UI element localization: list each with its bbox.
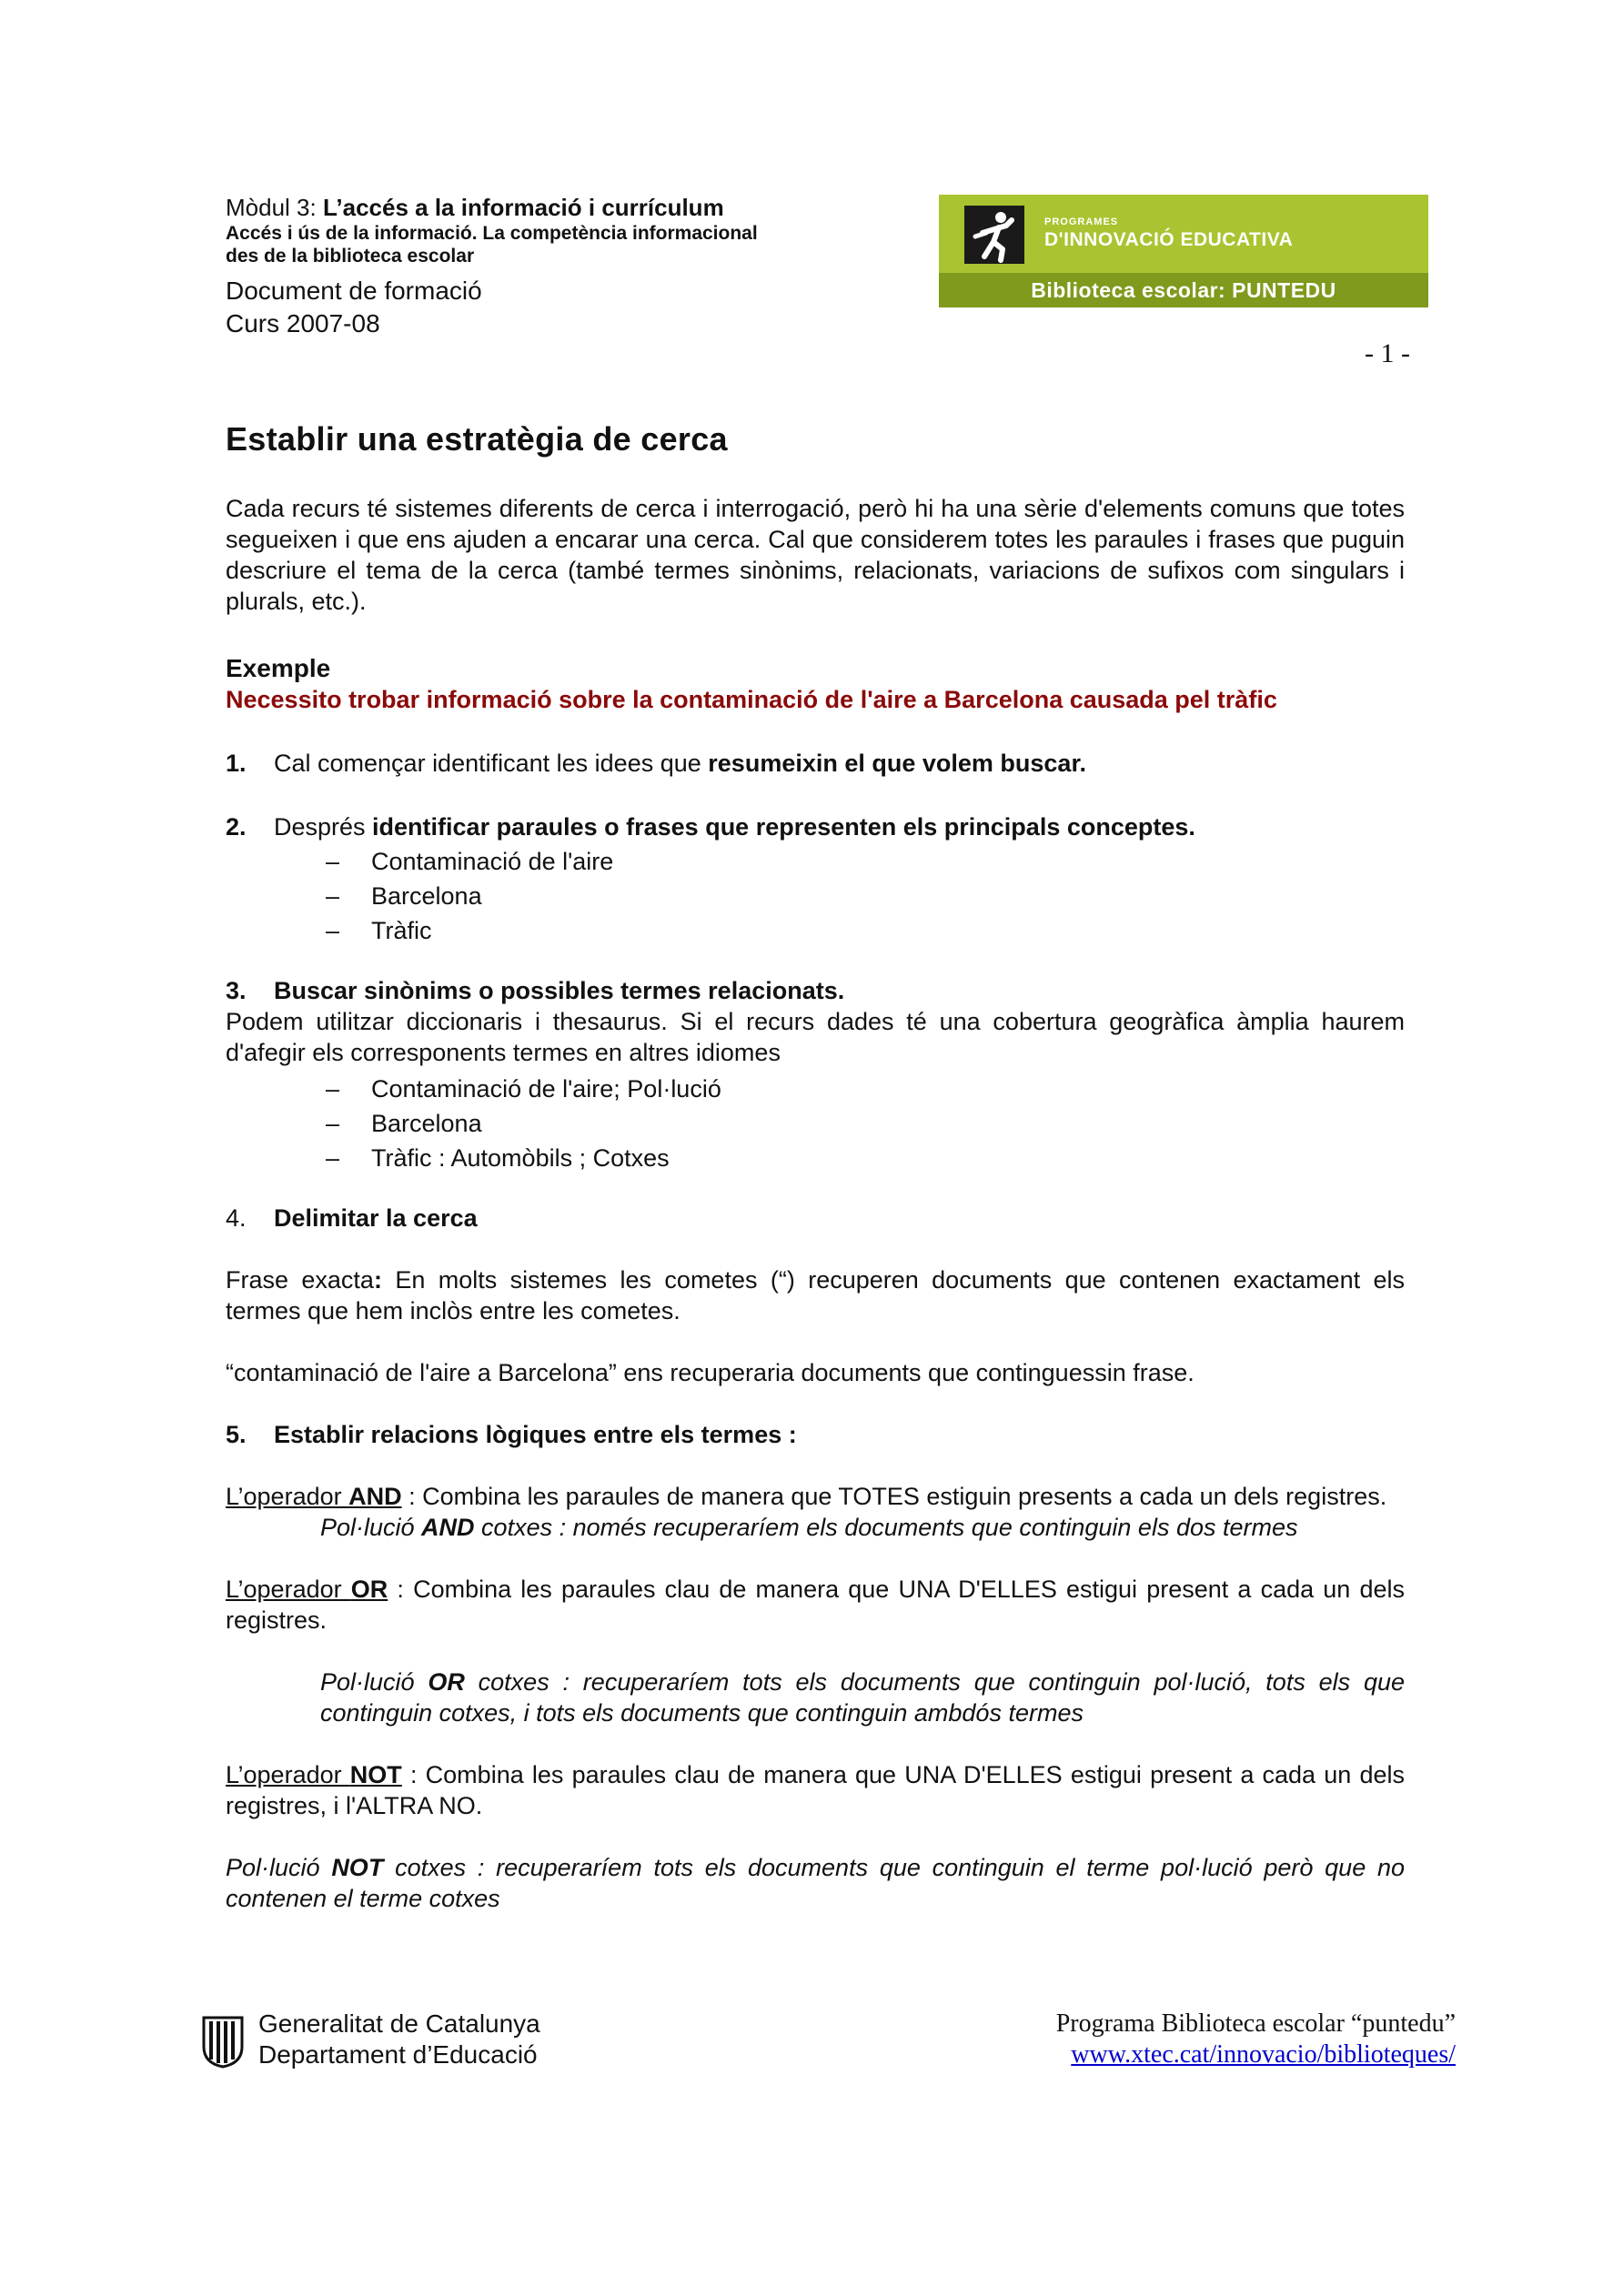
example-text: Necessito trobar informació sobre la contaminació de l'aire a Barcelona causada pel tràfic: [226, 686, 1277, 713]
footer-left-line-1: Generalitat de Catalunya: [258, 2009, 540, 2038]
intro-paragraph: Cada recurs té sistemes diferents de cerca i interrogació, però hi ha una sèrie d'elements comuns que totes segueixen i que ens ajuden a encarar una cerca. Cal que considerem totes les paraules i frases que puguin descriure el tema de la cerca (també termes sinònims, relacionats, variacions de sufixos com singulars i plurals, etc.).: [226, 495, 1405, 615]
exact-phrase-label: Frase exacta: [226, 1266, 374, 1294]
operator-or-ex-a: Pol·lució: [320, 1668, 428, 1696]
operator-not-label: [226, 1761, 402, 1788]
biblioteques-link[interactable]: www.xtec.cat/innovacio/biblioteques/: [1071, 2040, 1456, 2069]
step-1-text-a: Cal començar identificant les idees: [274, 750, 660, 777]
operator-not-example: [226, 1852, 1405, 1914]
exact-phrase-example: “contaminació de l'aire a Barcelona” ens recuperaria documents que continguessin frase.: [226, 1359, 1195, 1386]
main-content: [226, 418, 1405, 1914]
concept-list: [226, 844, 1405, 948]
step-2-text-a: Després: [274, 813, 373, 841]
operator-not-keyword: NOT: [349, 1761, 402, 1788]
logo-big-text: D'INNOVACIÓ EDUCATIVA: [1044, 229, 1294, 250]
step-1-text-b: que: [660, 750, 709, 777]
list-item: – Barcelona: [326, 879, 1405, 913]
step-1-bold: resumeixin el que volem buscar.: [708, 750, 1086, 777]
generalitat-crest-icon: [200, 2014, 246, 2069]
operator-or-ex-b: cotxes : recuperaríem tots els documents que continguin pol·lució, tots els que continguin cotxes, i tots els documents que continguin ambdós termes: [320, 1668, 1405, 1727]
logo-small-text: PROGRAMES: [1044, 217, 1119, 227]
module-prefix: Mòdul 3:: [226, 194, 323, 221]
step-5: [226, 1419, 1405, 1450]
operator-not-ex-a: Pol·lució: [226, 1854, 332, 1881]
doc-type: Document de formació: [226, 277, 482, 305]
footer-left-line-2: Departament d’Educació: [258, 2040, 538, 2069]
operator-and-label-a: L’operador: [226, 1483, 349, 1510]
operator-not-label-a: L’operador: [226, 1761, 350, 1788]
operator-and-keyword: AND: [348, 1483, 402, 1510]
operator-or-desc: : Combina les paraules clau de manera que UNA D'ELLES estigui present a cada un dels registres.: [226, 1576, 1406, 1634]
operator-or-label-a: L’operador: [226, 1576, 351, 1603]
puntedu-logo: [939, 195, 1428, 307]
step-3: [226, 975, 1405, 1006]
course: Curs 2007-08: [226, 309, 380, 337]
list-item: – Contaminació de l'aire; Pol·lució: [326, 1072, 1405, 1106]
operator-and-example: [226, 1512, 1405, 1543]
operator-and-desc: : Combina les paraules de manera que TOTES estiguin presents a cada un dels registres.: [401, 1483, 1387, 1510]
exact-phrase-colon: :: [373, 1266, 382, 1294]
runner-icon: [964, 206, 1024, 264]
header-info: [226, 193, 917, 340]
step-1: [226, 748, 1405, 779]
logo-top-band: [939, 195, 1428, 273]
step-number: 5.: [226, 1421, 247, 1448]
step-4: [226, 1203, 1405, 1234]
list-item: – Barcelona: [326, 1106, 1405, 1141]
step-4-title: Delimitar la cerca: [274, 1204, 478, 1232]
list-item: – Tràfic : Automòbils ; Cotxes: [326, 1141, 1405, 1175]
list-item: – Contaminació de l'aire: [326, 844, 1405, 879]
operator-and-ex-a: Pol·lució: [320, 1514, 422, 1541]
footer-right-line-1: Programa Biblioteca escolar “puntedu”: [1055, 2009, 1456, 2038]
step-text: [274, 748, 1086, 779]
page-title: Establir una estratègia de cerca: [226, 420, 728, 458]
module-line: [226, 193, 917, 222]
subtitle-line-2: des de la biblioteca escolar: [226, 246, 475, 267]
list-item: – Tràfic: [326, 913, 1405, 948]
operator-or: [226, 1574, 1405, 1636]
example-label: Exemple: [226, 654, 331, 682]
operator-and-ex-keyword: AND: [421, 1514, 475, 1541]
step-3-title: Buscar sinònims o possibles termes relacionats.: [274, 977, 845, 1004]
operator-and: [226, 1481, 1405, 1512]
step-number: 1.: [226, 750, 247, 777]
step-number: 4.: [226, 1204, 247, 1232]
operator-or-label: [226, 1576, 388, 1603]
step-5-title: Establir relacions lògiques entre els termes :: [274, 1421, 797, 1448]
module-title: L’accés a la informació i currículum: [322, 194, 724, 221]
operator-not-ex-b: cotxes : recuperaríem tots els documents que continguin el terme pol·lució però que no contenen el terme cotxes: [226, 1854, 1406, 1912]
step-2-bold: identificar paraules o frases que representen els principals conceptes.: [372, 813, 1195, 841]
step-2: [226, 811, 1405, 842]
footer-right: [946, 2009, 1456, 2070]
subtitle-line-1: Accés i ús de la informació. La competència informacional: [226, 223, 758, 244]
operator-not: [226, 1759, 1405, 1821]
operator-or-ex-keyword: OR: [428, 1668, 465, 1696]
operator-or-keyword: OR: [350, 1576, 388, 1603]
page-number: - 1 -: [1365, 338, 1410, 368]
operator-and-label: [226, 1483, 402, 1510]
exact-phrase-text: En molts sistemes les cometes (“) recuperen documents que contenen exactament els termes que hem inclòs entre les cometes.: [226, 1266, 1405, 1324]
exact-phrase-paragraph: [226, 1264, 1405, 1326]
operator-and-ex-b: cotxes : només recuperaríem els documents que continguin els dos termes: [474, 1514, 1298, 1541]
logo-bottom-band: Biblioteca escolar: PUNTEDU: [939, 273, 1428, 307]
step-text: [274, 811, 1195, 842]
step-number: 2.: [226, 813, 247, 841]
operator-not-desc: : Combina les paraules clau de manera que UNA D'ELLES estigui present a cada un dels registres, i l'ALTRA NO.: [226, 1761, 1406, 1819]
footer-left: [200, 2009, 655, 2072]
synonym-list: [226, 1072, 1405, 1175]
step-3-text: Podem utilitzar diccionaris i thesaurus. Si el recurs dades té una cobertura geogràfica àmplia haurem d'afegir els corresponents termes en altres idiomes: [226, 1008, 1405, 1066]
operator-or-example: [226, 1667, 1405, 1728]
step-number: 3.: [226, 977, 247, 1004]
operator-not-ex-keyword: NOT: [331, 1854, 384, 1881]
